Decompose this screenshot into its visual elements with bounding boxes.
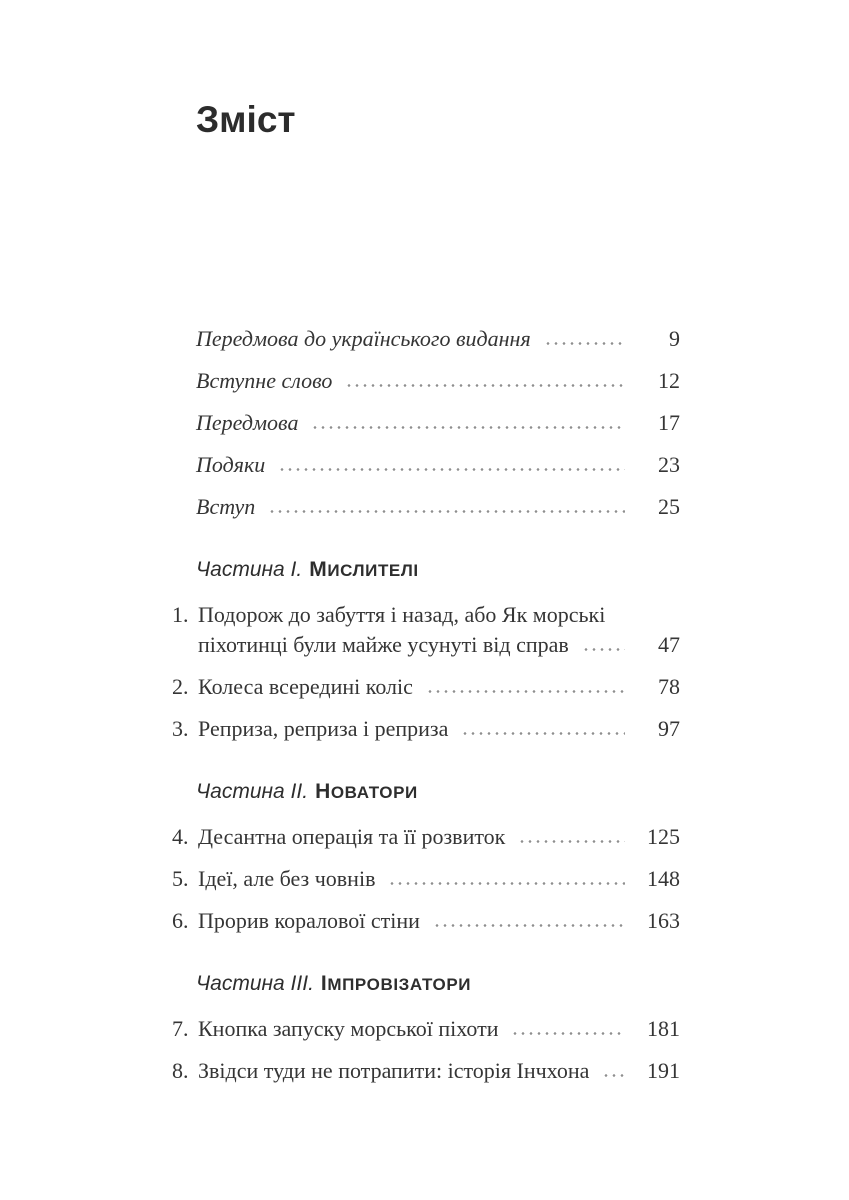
entry-title: Подяки [196,452,266,477]
page-number: 25 [658,494,680,519]
dot-leader [433,923,625,928]
dot-leader [426,689,625,694]
entry-title: Десантна операція та її розвиток [198,824,506,849]
part-name: МИСЛИТЕЛІ [309,558,419,581]
toc-entry-front-matter [196,366,680,396]
entry-title: Колеса всередині коліс [198,674,413,699]
page-number: 163 [647,908,680,933]
entry-title: Реприза, реприза і реприза [198,716,449,741]
page-number: 181 [647,1016,680,1041]
toc-entry-chapter-continuation [172,630,680,660]
dot-leader [602,1073,625,1078]
page-number: 97 [658,716,680,741]
dot-leader [345,383,625,388]
toc-entry-chapter [172,672,680,702]
page-number: 23 [658,452,680,477]
dot-leader [544,341,625,346]
page-number: 47 [658,632,680,657]
chapter-number: 3. [172,716,189,741]
toc-entry-front-matter [196,450,680,480]
toc-entry-chapter [172,906,680,936]
entry-title: Подорож до забуття і назад, або Як морські [198,602,606,627]
entry-title: піхотинці були майже усунуті від справ [198,632,569,657]
part-heading [196,969,680,1001]
part-name: НОВАТОРИ [315,780,418,803]
page-number: 148 [647,866,680,891]
entry-title: Передмова [196,410,299,435]
page-title: Зміст [196,99,296,140]
chapter-number: 8. [172,1058,189,1083]
toc-entry-chapter [172,714,680,744]
dot-leader [278,467,625,472]
entry-title: Прорив коралової стіни [198,908,420,933]
dot-leader [461,731,625,736]
toc-entry-chapter [172,600,680,630]
part-label: Частина I. [196,558,303,581]
dot-leader [388,881,625,886]
page-number: 191 [647,1058,680,1083]
dot-leader [268,509,625,514]
chapter-number: 2. [172,674,189,699]
dot-leader [518,839,625,844]
entry-title: Вступне слово [196,368,333,393]
dot-leader [582,647,625,652]
chapter-number: 4. [172,824,189,849]
entry-title: Звідси туди не потрапити: історія Інчхона [198,1058,590,1083]
toc-entry-chapter [172,1014,680,1044]
toc-entry-chapter [172,864,680,894]
entry-title: Вступ [196,494,256,519]
page-number: 9 [669,326,680,351]
toc-entry-front-matter [196,492,680,522]
part-label: Частина II. [196,780,309,803]
page-number: 78 [658,674,680,699]
dot-leader [311,425,625,430]
entry-title: Ідеї, але без човнів [198,866,376,891]
page-number: 125 [647,824,680,849]
part-heading [196,777,680,809]
part-heading [196,555,680,587]
toc-entry-front-matter [196,408,680,438]
toc-entry-chapter [172,1056,680,1086]
entry-title: Кнопка запуску морської піхоти [198,1016,499,1041]
page-number: 12 [658,368,680,393]
toc-entry-chapter [172,822,680,852]
part-name: ІМПРОВІЗАТОРИ [320,972,472,995]
part-label: Частина III. [196,972,314,995]
chapter-number: 5. [172,866,189,891]
chapter-number: 7. [172,1016,189,1041]
toc-entry-front-matter [196,324,680,354]
dot-leader [511,1031,625,1036]
page-number: 17 [658,410,680,435]
entry-title: Передмова до українського видання [196,326,531,351]
chapter-number: 6. [172,908,189,933]
chapter-number: 1. [172,602,189,627]
